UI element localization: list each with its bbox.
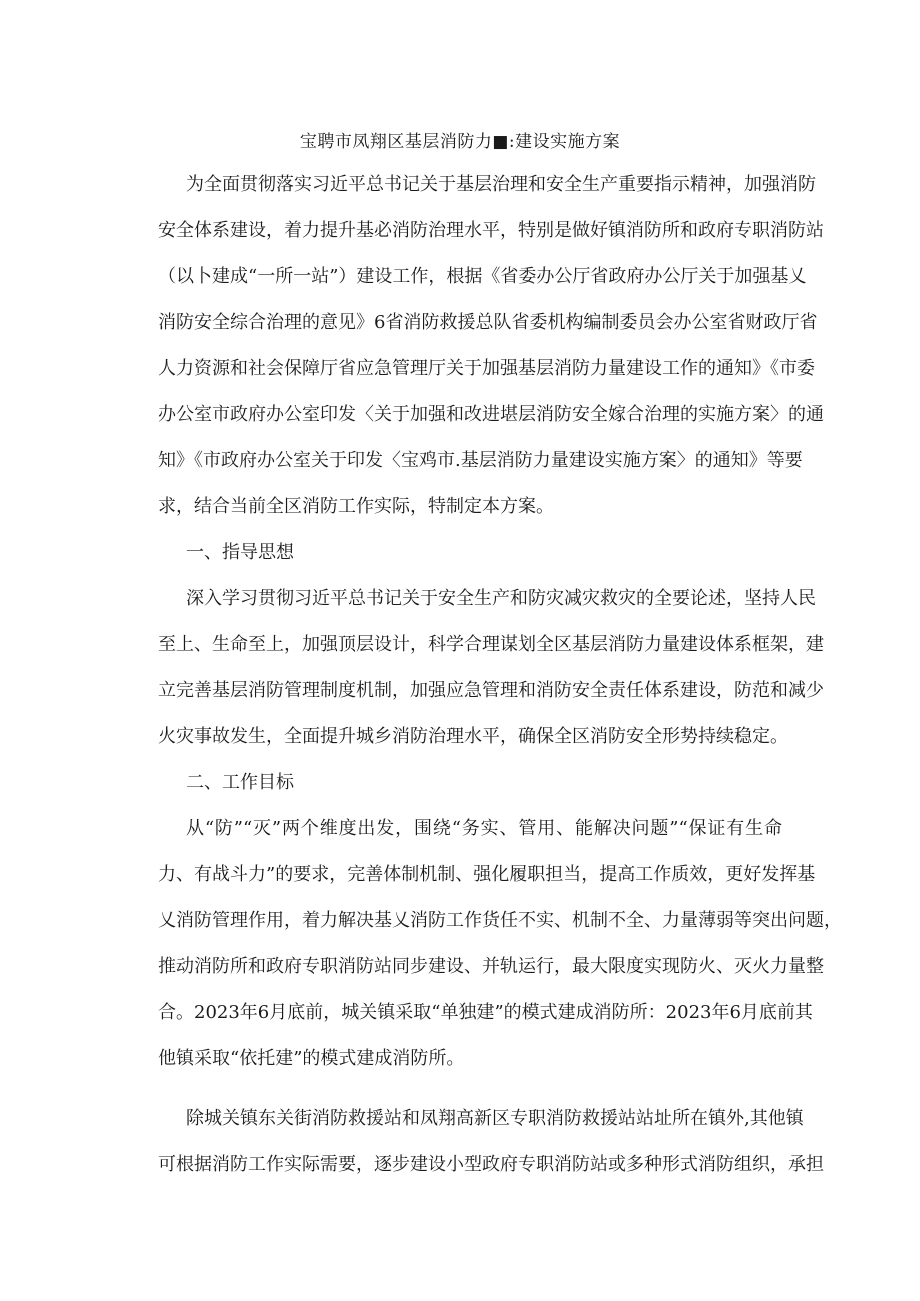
section2-line-3: 乂消防管理作用，着力解决基乂消防工作货任不实、机制不全、力量薄弱等突出问题， [158, 910, 842, 931]
paragraph-line [0, 216, 920, 246]
paragraph-line [0, 492, 920, 522]
intro-line-3: （以卜建成“一所一站”）建设工作，根据《省委办公厅省政府办公厅关于加强基乂 [158, 266, 807, 287]
document-title: 宝聘市凤翔区基层消防力■:建设实施方案 [299, 132, 621, 152]
paragraph-line [0, 584, 920, 614]
section2-line-2: 力、有战斗力”的要求，完善体制机制、强化履职担当，提高工作质效，更好发挥基 [158, 864, 816, 885]
intro-line-6: 办公室市政府办公室印发〈关于加强和改进堪层消防安全嫁合治理的实施方案〉的通 [158, 404, 824, 425]
section2-para2-line-1: 除城关镇东关街消防救援站和凤翔高新区专职消防救援站站址所在镇外,其他镇 [186, 1108, 804, 1129]
section1-line-2: 至上、生命至上，加强顶层设计，科学合理谋划全区基层消防力量建设体系框架，建 [158, 634, 824, 655]
paragraph-line [0, 952, 920, 982]
paragraph-line [0, 446, 920, 476]
section2-line-6: 他镇采取“依托建”的模式建成消防所。 [158, 1048, 465, 1069]
paragraph-line [0, 1104, 920, 1134]
paragraph-line [0, 630, 920, 660]
paragraph-line [0, 998, 920, 1028]
paragraph-line [0, 1044, 920, 1074]
intro-line-4: 消防安全综合治理的意见》6省消防救援总队省委机构编制委员会办公室省财政厅省 [158, 312, 818, 333]
section-heading [0, 538, 920, 568]
paragraph-line [0, 814, 920, 844]
section1-line-1: 深入学习贯彻习近平总书记关于安全生产和防灾减灾救灾的全要论述，坚持人民 [186, 588, 816, 609]
paragraph-line [0, 1150, 920, 1180]
section2-line-4: 推动消防所和政府专职消防站同步建设、并轨运行，最大限度实现防火、灭火力量整 [158, 956, 824, 977]
section2-para2-line-2: 可根据消防工作实际需要，逐步建设小型政府专职消防站或多种形式消防组织，承担 [158, 1154, 824, 1175]
intro-line-1: 为全面贯彻落实习近平总书记关于基层治理和安全生产重要指示精神，加强消防 [186, 174, 816, 195]
section1-line-4: 火灾事故发生，全面提升城乡消防治理水平，确保全区消防安全形势持续稳定。 [158, 726, 788, 747]
intro-line-7: 知》《市政府办公室关于印发〈宝鸡市.基层消防力量建设实施方案〉的通知》等要 [158, 450, 803, 471]
paragraph-line [0, 400, 920, 430]
paragraph-line [0, 354, 920, 384]
section2-heading: 二、工作目标 [186, 772, 294, 793]
paragraph-line [0, 308, 920, 338]
intro-line-2: 安全体系建设，着力提升基必消防治理水平，特别是做好镇消防所和政府专职消防站 [158, 220, 824, 241]
intro-line-8: 求，结合当前全区消防工作实际，特制定本方案。 [158, 496, 554, 517]
paragraph-line [0, 676, 920, 706]
section2-line-1: 从“防”“灭”两个维度出发，围绕“务实、管用、能解决问题”“保证有生命 [186, 818, 782, 839]
section2-line-5: 合。2023年6月底前，城关镇采取“单独建”的模式建成消防所：2023年6月底前其 [158, 1002, 813, 1023]
paragraph-line [0, 722, 920, 752]
paragraph-line [0, 262, 920, 292]
intro-line-5: 人力资源和社会保障厅省应急管理厅关于加强基层消防力量建设工作的通知》《市委 [158, 358, 815, 379]
paragraph-line [0, 906, 920, 936]
paragraph-line [0, 170, 920, 200]
section1-line-3: 立完善基层消防管理制度机制，加强应急管理和消防安全责任体系建设，防范和减少 [158, 680, 824, 701]
paragraph-line [0, 860, 920, 890]
section-heading [0, 768, 920, 798]
section1-heading: 一、指导思想 [186, 542, 294, 563]
